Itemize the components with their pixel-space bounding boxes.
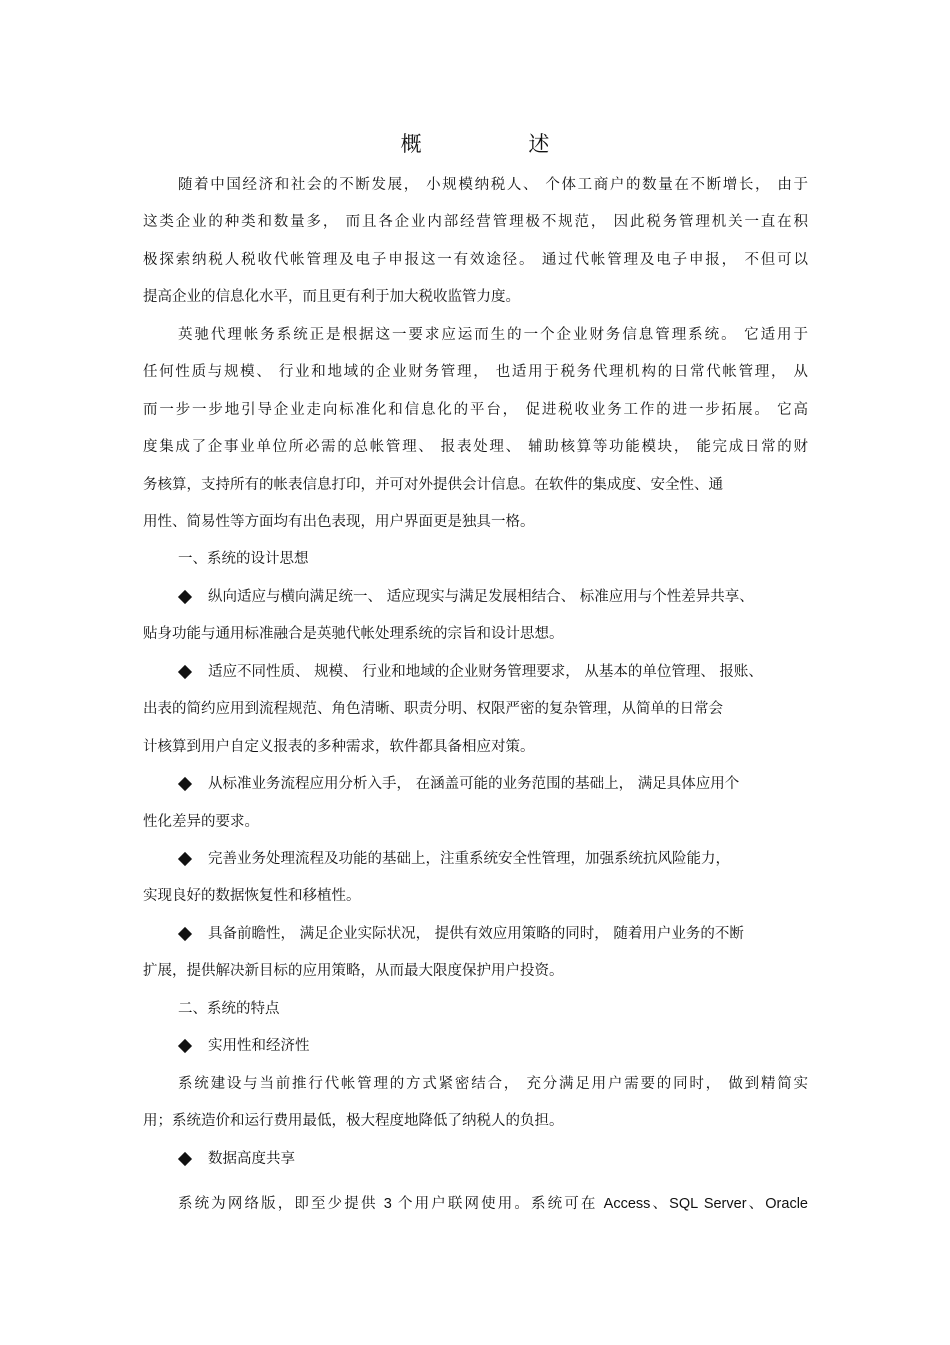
section-heading-2: 二、系统的特点: [178, 1001, 280, 1017]
diamond-bullet-icon: [178, 1038, 192, 1052]
paragraph-3-line-2: 用；系统造价和运行费用最低，极大程度地降低了纳税人的负担。: [143, 1113, 564, 1129]
bullet-1: [178, 587, 808, 607]
bullet-3: [178, 774, 808, 794]
paragraph-2-line-2: 任何性质与规模、 行业和地域的企业财务管理， 也适用于税务代理机构的日常代帐管理， 从: [143, 364, 808, 380]
bullet-2-line-3: 计核算到用户自定义报表的多种需求，软件都具备相应对策。: [143, 739, 535, 755]
bullet-2: [178, 662, 808, 682]
section-heading-1: 一、系统的设计思想: [178, 551, 309, 567]
paragraph-2-line-6: 用性、简易性等方面均有出色表现，用户界面更是独具一格。: [143, 514, 535, 530]
bullet-4-text: 完善业务处理流程及功能的基础上，注重系统安全性管理，加强系统抗风险能力，: [208, 851, 730, 867]
paragraph-2-line-4: 度集成了企事业单位所必需的总帐管理、 报表处理、 辅助核算等功能模块， 能完成日常的财: [143, 439, 808, 455]
bullet-2-text: 适应不同性质、 规模、 行业和地域的企业财务管理要求， 从基本的单位管理、 报账、: [208, 664, 763, 680]
paragraph-2-line-1: 英驰代理帐务系统正是根据这一要求应运而生的一个企业财务信息管理系统。 它适用于: [178, 327, 808, 343]
feature-bullet-1: [178, 1036, 808, 1056]
diamond-bullet-icon: [178, 664, 192, 678]
paragraph-1-line-1: 随着中国经济和社会的不断发展， 小规模纳税人、 个体工商户的数量在不断增长， 由于: [178, 177, 808, 193]
paragraph-1-line-3: 极探索纳税人税收代帐管理及电子申报这一有效途径。 通过代帐管理及电子申报， 不但可以: [143, 252, 808, 268]
diamond-bullet-icon: [178, 851, 192, 865]
feature-bullet-2-text: 数据高度共享: [208, 1151, 295, 1167]
bullet-3-line-2: 性化差异的要求。: [143, 814, 259, 830]
diamond-bullet-icon: [178, 1151, 192, 1165]
paragraph-2-line-5: 务核算，支持所有的帐表信息打印，并可对外提供会计信息。在软件的集成度、安全性、通: [143, 477, 723, 493]
diamond-bullet-icon: [178, 926, 192, 940]
bullet-5: [178, 924, 808, 944]
bullet-2-line-2: 出表的简约应用到流程规范、角色清晰、职责分明、权限严密的复杂管理，从简单的日常会: [143, 701, 723, 717]
bullet-1-line-2: 贴身功能与通用标准融合是英驰代帐处理系统的宗旨和设计思想。: [143, 626, 564, 642]
bullet-4: [178, 849, 808, 869]
bullet-5-line-2: 扩展，提供解决新目标的应用策略，从而最大限度保护用户投资。: [143, 963, 564, 979]
feature-bullet-1-text: 实用性和经济性: [208, 1038, 310, 1054]
diamond-bullet-icon: [178, 776, 192, 790]
feature-bullet-2: [178, 1149, 808, 1169]
paragraph-4-line-1: 系统为网络版，即至少提供 3 个用户联网使用。系统可在 Access、SQL Server、Oracle: [178, 1196, 808, 1212]
page-title: 概 述: [400, 132, 600, 156]
paragraph-2-line-3: 而一步一步地引导企业走向标准化和信息化的平台， 促进税收业务工作的进一步拓展。 它高: [143, 402, 808, 418]
bullet-3-text: 从标准业务流程应用分析入手， 在涵盖可能的业务范围的基础上， 满足具体应用个: [208, 776, 740, 792]
paragraph-1-line-4: 提高企业的信息化水平，而且更有利于加大税收监管力度。: [143, 289, 520, 305]
bullet-4-line-2: 实现良好的数据恢复性和移植性。: [143, 888, 361, 904]
paragraph-3-line-1: 系统建设与当前推行代帐管理的方式紧密结合， 充分满足用户需要的同时， 做到精简实: [178, 1076, 808, 1092]
paragraph-1-line-2: 这类企业的种类和数量多， 而且各企业内部经营管理极不规范， 因此税务管理机关一直在积: [143, 214, 808, 230]
bullet-5-text: 具备前瞻性， 满足企业实际状况， 提供有效应用策略的同时， 随着用户业务的不断: [208, 926, 744, 942]
bullet-1-text: 纵向适应与横向满足统一、 适应现实与满足发展相结合、 标准应用与个性差异共享、: [208, 589, 754, 605]
diamond-bullet-icon: [178, 589, 192, 603]
